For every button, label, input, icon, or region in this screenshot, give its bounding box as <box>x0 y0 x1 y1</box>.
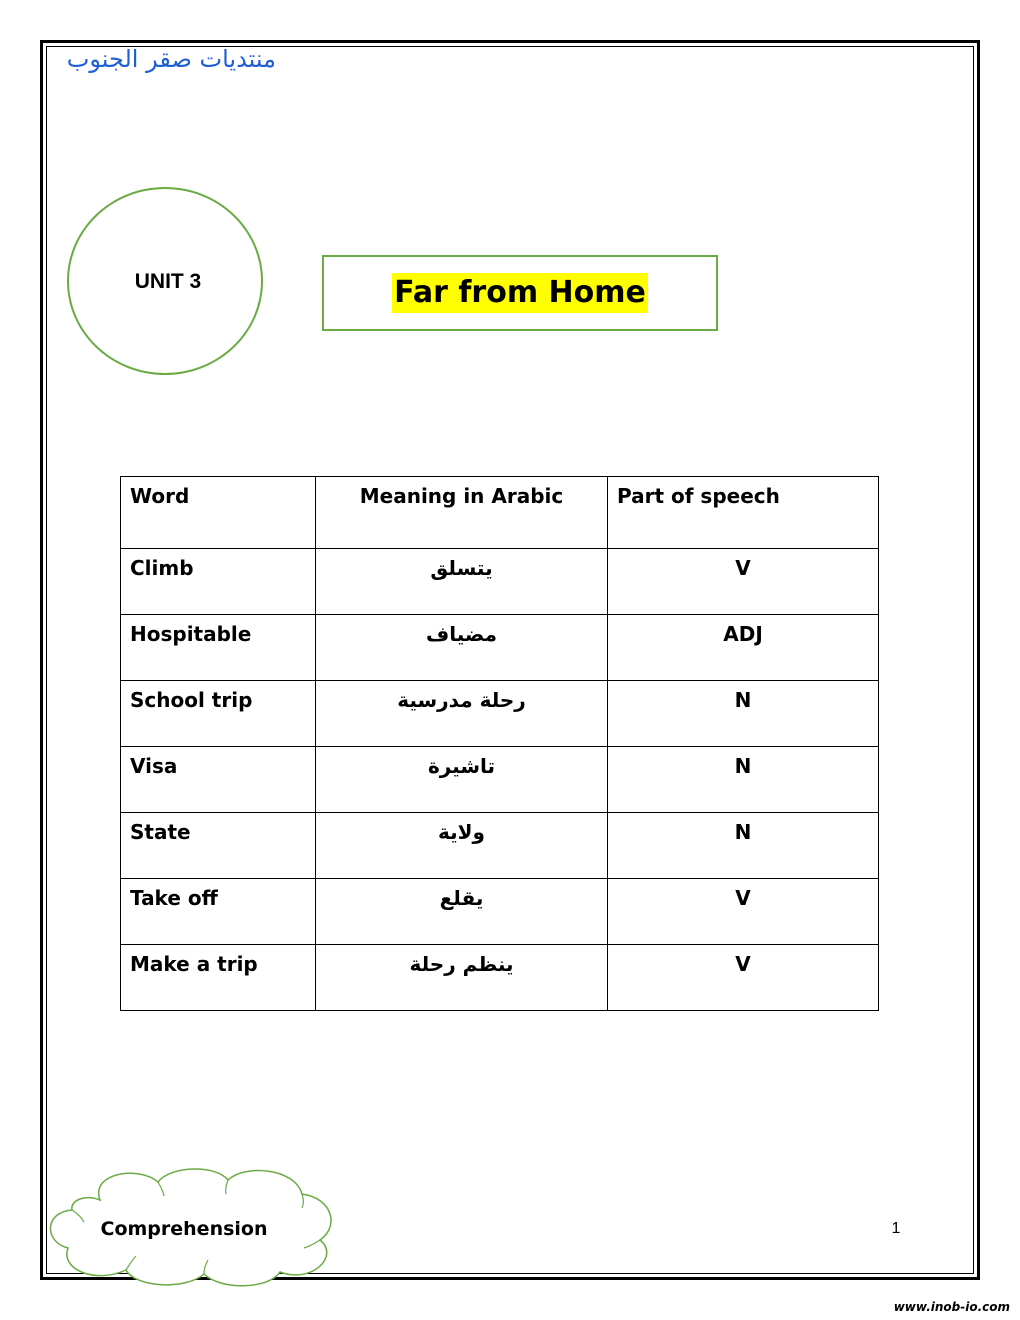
cell-part-of-speech: V <box>608 549 879 615</box>
cell-meaning: ينظم رحلة <box>316 945 608 1011</box>
table-row <box>121 681 879 747</box>
cell-part-of-speech: N <box>608 813 879 879</box>
header-word: Word <box>121 477 316 549</box>
cell-word: State <box>121 813 316 879</box>
table-row <box>121 879 879 945</box>
table-row <box>121 549 879 615</box>
footer-url: www.inob-io.com <box>893 1300 1010 1314</box>
cell-part-of-speech: V <box>608 879 879 945</box>
table-row <box>121 813 879 879</box>
page-number: 1 <box>891 1220 901 1237</box>
cell-word: School trip <box>121 681 316 747</box>
cell-word: Visa <box>121 747 316 813</box>
cell-meaning: يتسلق <box>316 549 608 615</box>
cell-word: Climb <box>121 549 316 615</box>
cell-part-of-speech: ADJ <box>608 615 879 681</box>
cell-word: Take off <box>121 879 316 945</box>
unit-label: UNIT 3 <box>134 270 202 293</box>
table-row <box>121 945 879 1011</box>
cell-part-of-speech: N <box>608 681 879 747</box>
table-row <box>121 615 879 681</box>
cell-meaning: يقلع <box>316 879 608 945</box>
header-meaning: Meaning in Arabic <box>316 477 608 549</box>
page-title: Far from Home <box>392 273 648 313</box>
section-label: Comprehension <box>100 1218 268 1240</box>
table-row <box>121 747 879 813</box>
table-header-row <box>121 477 879 549</box>
cell-word: Make a trip <box>121 945 316 1011</box>
cell-word: Hospitable <box>121 615 316 681</box>
cell-part-of-speech: V <box>608 945 879 1011</box>
cell-meaning: رحلة مدرسية <box>316 681 608 747</box>
title-box <box>322 255 718 331</box>
cell-part-of-speech: N <box>608 747 879 813</box>
forum-watermark: منتديات صقر الجنوب <box>66 45 276 73</box>
cell-meaning: ولاية <box>316 813 608 879</box>
cell-meaning: مضياف <box>316 615 608 681</box>
cell-meaning: تاشيرة <box>316 747 608 813</box>
vocabulary-table <box>120 476 879 1011</box>
header-part-of-speech: Part of speech <box>608 477 879 549</box>
